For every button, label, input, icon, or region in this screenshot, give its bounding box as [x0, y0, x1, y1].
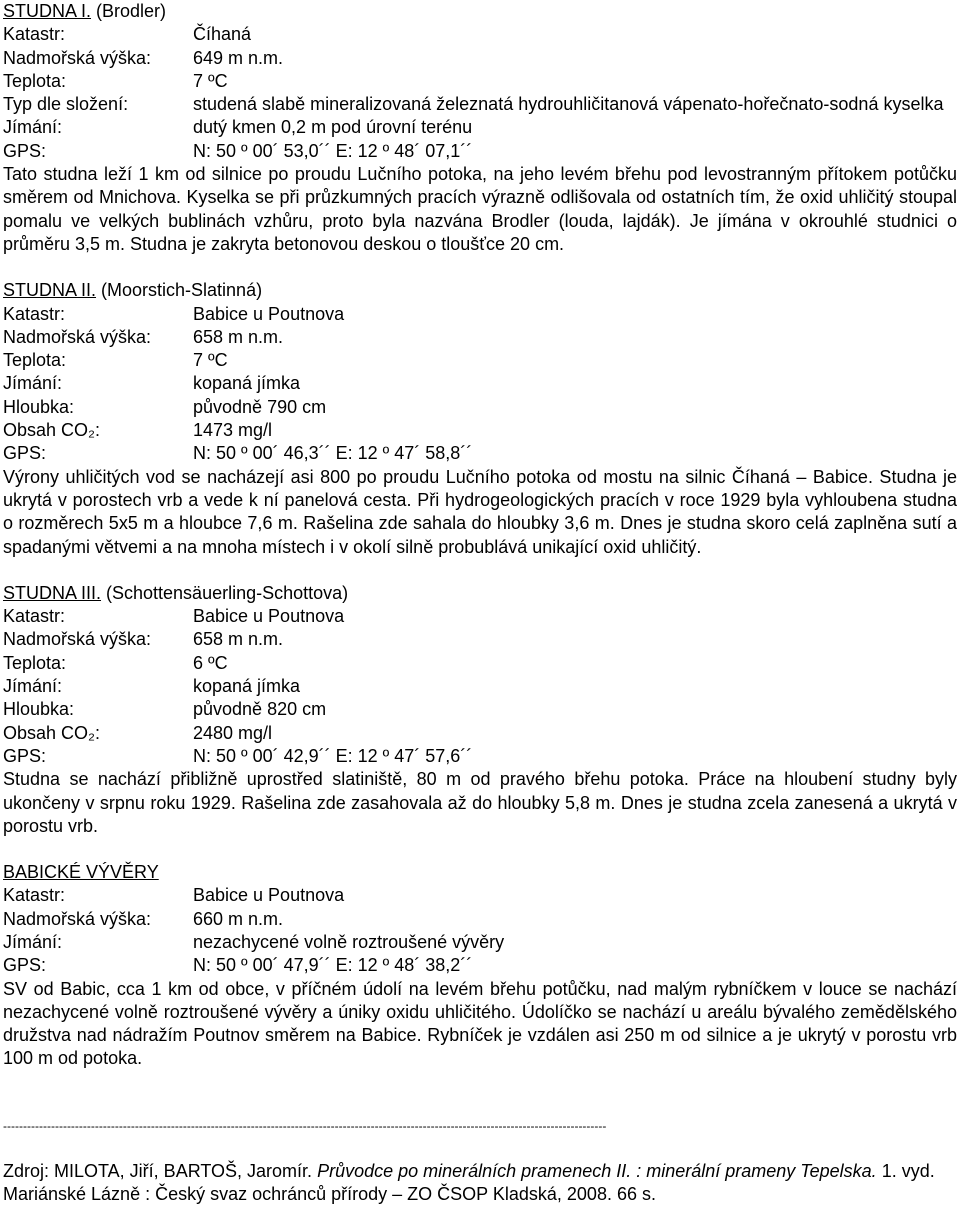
field-altitude: Nadmořská výška: 660 m n.m. [3, 908, 284, 929]
field-gps: GPS: N: 50 º 00´ 46,3´´ E: 12 º 47´ 58,8´´ [3, 443, 473, 464]
field-katastr: Katastr: Babice u Poutnova [3, 303, 345, 324]
section-name: (Moorstich-Slatinná) [96, 280, 263, 301]
citation-title: Průvodce po minerálních pramenech II. : minerální prameny Tepelska. [317, 1161, 877, 1182]
section-description: SV od Babic, cca 1 km od obce, v příčném údolí na levém břehu potůčku, nad malým rybníčkem v louce se nachází nezachycené volně roztroušené vývěry a úniky oxidu uhličitého. Údolíčko se nachází u areálu bývalého zemědělského družstva nad nádražím Poutnov směrem na Babice. Rybníček je vzdálen asi 250 m od silnice a je ukrytý v porostu vrb 100 m od potoka. [3, 978, 957, 1069]
field-gps: GPS: N: 50 º 00´ 42,9´´ E: 12 º 47´ 57,6´´ [3, 745, 473, 766]
section-studna-3 [3, 582, 957, 838]
section-description: Studna se nachází přibližně uprostřed slatiniště, 80 m od pravého břehu potoka. Práce na hloubení studny byly ukončeny v srpnu roku 1929. Rašelina zde zasahovala až do hloubky 5,8 m. Dnes je studna zcela zanesená a ukrytá v porostu vrb. [3, 769, 957, 836]
field-co2: Obsah CO₂: 2480 mg/l [3, 722, 273, 743]
field-capture: Jímání: kopaná jímka [3, 676, 301, 697]
field-temperature: Teplota: 6 ºC [3, 652, 228, 673]
section-title: STUDNA I. [3, 1, 92, 21]
field-katastr: Katastr: Babice u Poutnova [3, 885, 345, 906]
field-type: Typ dle složení: studená slabě mineralizovaná železnatá hydrouhličitanová vápenato-hořečnato-sodná kyselka [3, 94, 944, 115]
citation-rest: 1. vyd. Mariánské Lázně : Český svaz ochránců přírody – ZO ČSOP Kladská, 2008. 66 s. [3, 1161, 935, 1205]
section-babicke-vyvery [3, 861, 957, 1071]
section-heading [3, 0, 957, 23]
field-gps: GPS: N: 50 º 00´ 47,9´´ E: 12 º 48´ 38,2´´ [3, 955, 473, 976]
field-altitude: Nadmořská výška: 658 m n.m. [3, 629, 284, 650]
section-title: STUDNA II. [3, 280, 97, 301]
field-co2: Obsah CO₂: 1473 mg/l [3, 420, 273, 441]
section-name: (Schottensäuerling-Schottova) [101, 582, 349, 603]
section-heading [3, 279, 957, 302]
citation-prefix: Zdroj: MILOTA, Jiří, BARTOŠ, Jaromír. [3, 1161, 318, 1182]
section-studna-2 [3, 279, 957, 559]
field-altitude: Nadmořská výška: 649 m n.m. [3, 47, 284, 68]
field-capture: Jímání: dutý kmen 0,2 m pod úrovní terénu [3, 117, 473, 138]
section-heading [3, 582, 957, 605]
source-citation [3, 1160, 957, 1207]
field-temperature: Teplota: 7 ºC [3, 350, 228, 371]
field-gps: GPS: N: 50 º 00´ 53,0´´ E: 12 º 48´ 07,1´´ [3, 140, 473, 161]
field-depth: Hloubka: původně 820 cm [3, 699, 327, 720]
section-heading [3, 861, 957, 884]
field-capture: Jímání: nezachycené volně roztroušené vývěry [3, 931, 505, 952]
field-temperature: Teplota: 7 ºC [3, 70, 228, 91]
field-depth: Hloubka: původně 790 cm [3, 396, 327, 417]
section-name: (Brodler) [91, 1, 167, 21]
divider-line: ------------------------------------------------------------------------------------------------------------------------------------------------------- [3, 1118, 607, 1133]
field-katastr: Katastr: Číhaná [3, 24, 252, 45]
section-title: STUDNA III. [3, 582, 102, 603]
field-capture: Jímání: kopaná jímka [3, 373, 301, 394]
section-title: BABICKÉ VÝVĚRY [3, 862, 159, 883]
field-katastr: Katastr: Babice u Poutnova [3, 606, 345, 627]
section-studna-1 [3, 0, 957, 256]
section-description: Výrony uhličitých vod se nacházejí asi 800 po proudu Lučního potoka od mostu na silnic Číhaná – Babice. Studna je ukrytá v porostech vrb a vede k ní panelová cesta. Při hydrogeologických pracích v roce 1929 byla vyhloubena studna o rozměrech 5x5 m a hloubce 7,6 m. Rašelina zde sahala do hloubky 3,6 m. Dnes je studna skoro celá zaplněna sutí a spadanými větvemi a na mnoha místech i v okolí silně probublává unikající oxid uhličitý. [3, 466, 957, 557]
section-description: Tato studna leží 1 km od silnice po proudu Lučního potoka, na jeho levém břehu pod levostranným přítokem potůčku směrem od Mnichova. Kyselka se při průzkumných pracích výrazně odlišovala od ostatních tím, že oxid uhličitý stoupal pomalu ve velkých bublinách vzhůru, proto byla nazvána Brodler (louda, lajdák). Je jímána v okrouhlé studnici o průměru 3,5 m. Studna je zakryta betonovou deskou o tloušťce 20 cm. [3, 164, 957, 254]
field-altitude: Nadmořská výška: 658 m n.m. [3, 326, 284, 347]
